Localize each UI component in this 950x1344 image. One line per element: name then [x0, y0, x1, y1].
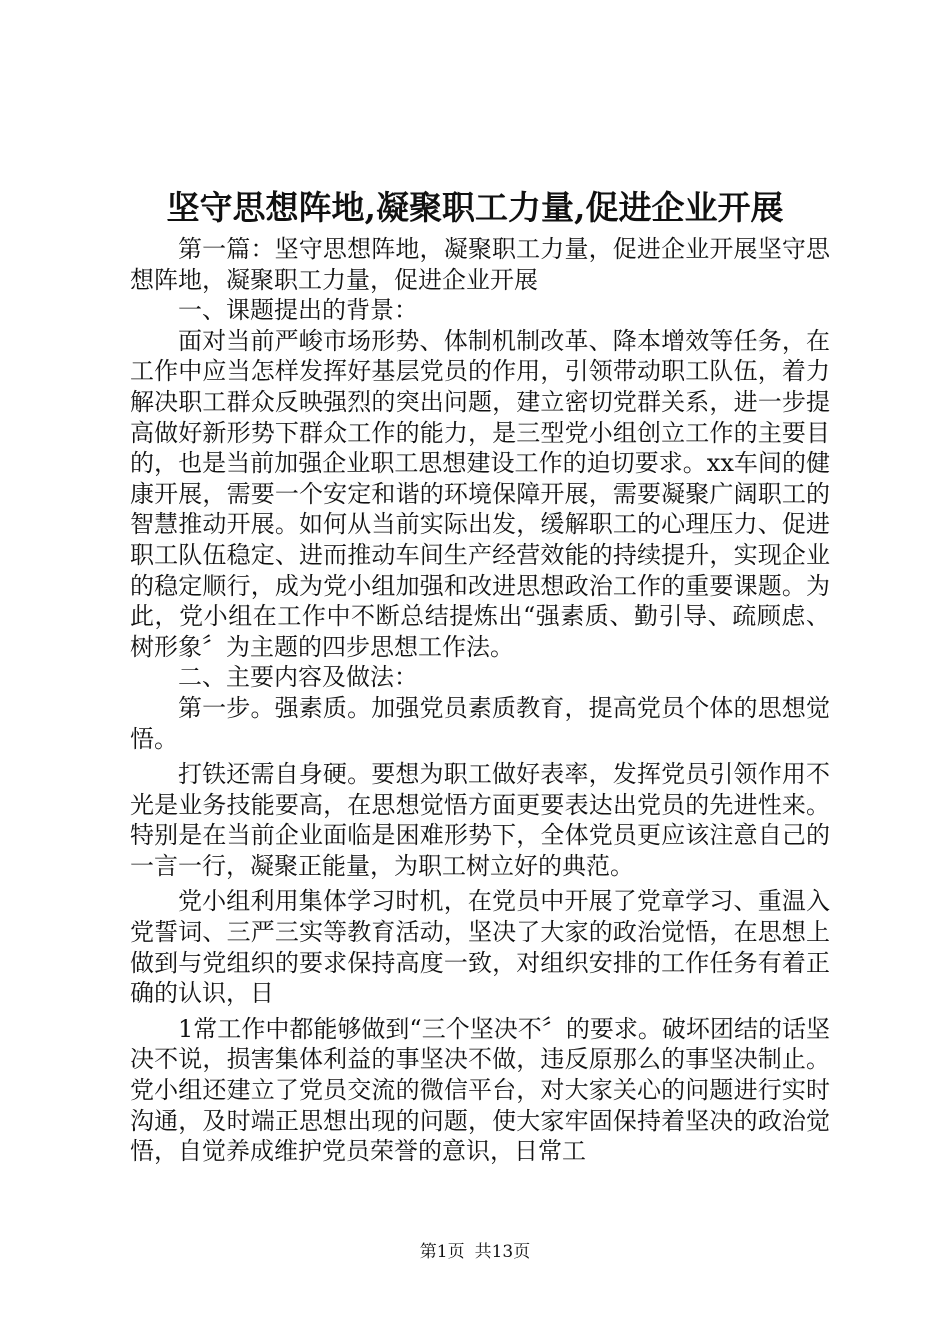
document-title: 坚守思想阵地,凝聚职工力量,促进企业开展: [166, 188, 784, 227]
page-footer: [0, 1241, 950, 1263]
paragraph-three-musts: 1常工作中都能够做到“三个坚决不〞的要求。破坏团结的话坚决不说，损害集体利益的事坚决不做，违反原那么的事坚决制止。党小组还建立了党员交流的微信平台，对大家关心的问题进行实时沟通，及时端正思想出现的问题，使大家牢固保持着坚决的政治觉悟，自觉养成维护党员荣誉的意识，日常工: [130, 1014, 830, 1166]
section-heading-content: 二、主要内容及做法：: [178, 663, 418, 692]
section-heading-background: 一、课题提出的背景：: [178, 296, 418, 325]
paragraph-self-discipline: 打铁还需自身硬。要想为职工做好表率，发挥党员引领作用不光是业务技能要高，在思想觉悟方面更要表达出党员的先进性来。特别是在当前企业面临是困难形势下，全体党员更应该注意自己的一言一行，凝聚正能量，为职工树立好的典范。: [130, 760, 830, 880]
page-total: 共13页: [474, 1242, 531, 1262]
document-body: [130, 234, 830, 1167]
paragraph-background: 面对当前严峻市场形势、体制机制改革、降本增效等任务，在工作中应当怎样发挥好基层党员的作用，引领带动职工队伍，着力解决职工群众反映强烈的突出问题，建立密切党群关系，进一步提高做好新形势下群众工作的能力，是三型党小组创立工作的主要目的，也是当前加强企业职工思想建设工作的迫切要求。xx车间的健康开展，需要一个安定和谐的环境保障开展，需要凝聚广阔职工的智慧推动开展。如何从当前实际出发，缓解职工的心理压力、促进职工队伍稳定、进而推动车间生产经营效能的持续提升，实现企业的稳定顺行，成为党小组加强和改进思想政治工作的重要课题。为此，党小组在工作中不断总结提炼出“强素质、勤引导、疏顾虑、树形象〞为主题的四步思想工作法。: [130, 326, 830, 661]
paragraph-intro: 第一篇：坚守思想阵地，凝聚职工力量，促进企业开展坚守思想阵地，凝聚职工力量，促进企业开展: [130, 235, 830, 294]
paragraph-step-one: 第一步。强素质。加强党员素质教育，提高党员个体的思想觉悟。: [130, 693, 830, 753]
page-number: 第1页: [419, 1242, 465, 1262]
paragraph-group-study: 党小组利用集体学习时机，在党员中开展了党章学习、重温入党誓词、三严三实等教育活动，坚决了大家的政治觉悟，在思想上做到与党组织的要求保持高度一致，对组织安排的工作任务有着正确的认识，日: [130, 887, 830, 1008]
